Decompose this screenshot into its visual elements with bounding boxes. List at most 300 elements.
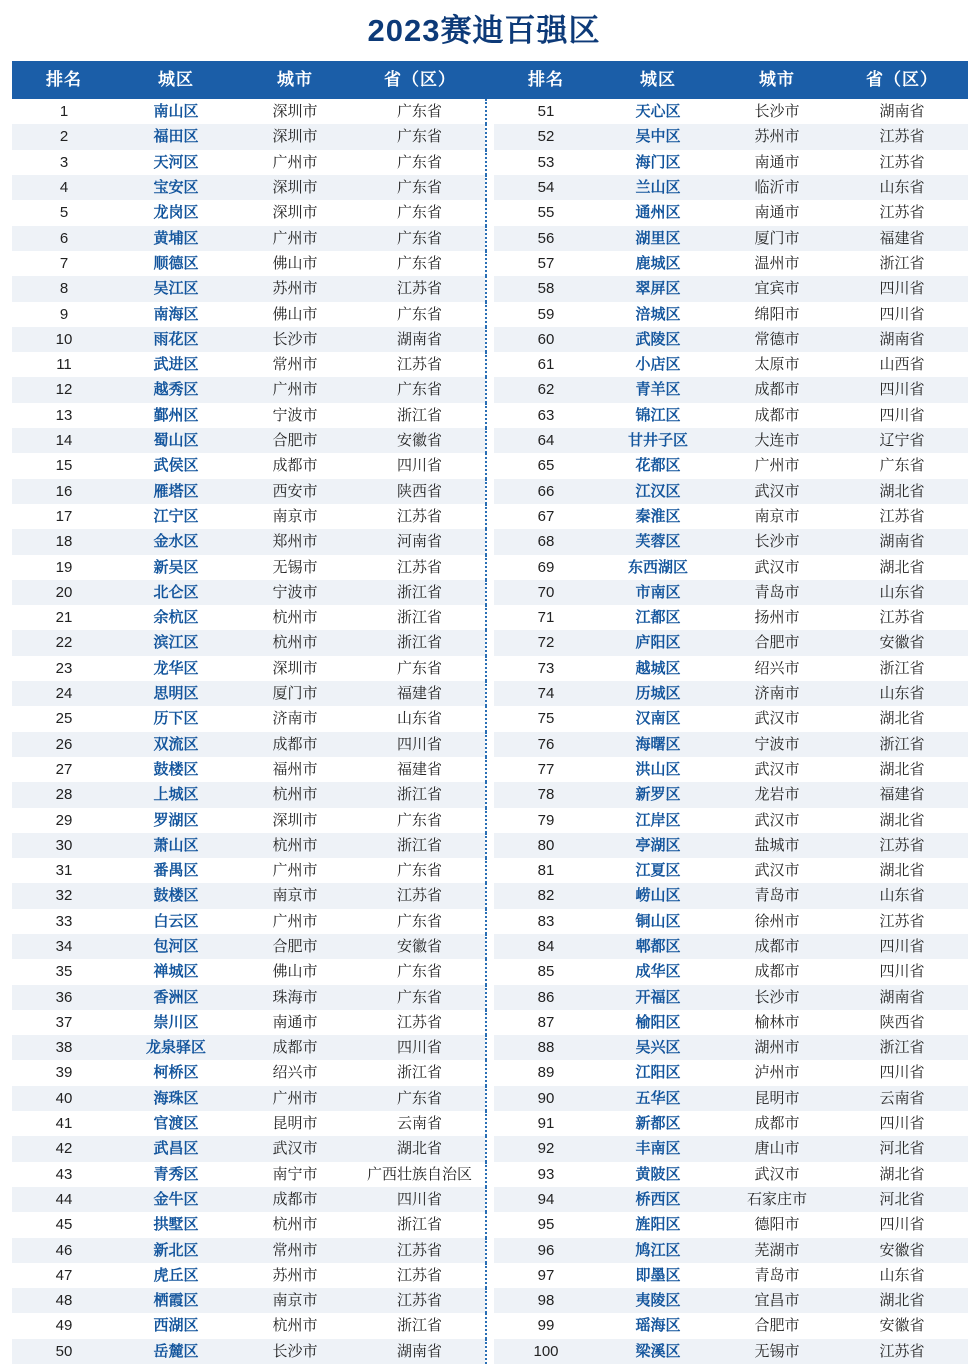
cell-rank: 41 — [12, 1111, 116, 1136]
cell-city: 杭州市 — [236, 605, 354, 630]
column-separator — [486, 1339, 494, 1364]
table-row — [12, 175, 968, 200]
cell-city: 武汉市 — [718, 555, 836, 580]
cell-province: 广东省 — [354, 377, 486, 402]
cell-province: 广东省 — [354, 150, 486, 175]
table-row — [12, 352, 968, 377]
cell-province: 浙江省 — [354, 833, 486, 858]
cell-district: 新北区 — [116, 1238, 236, 1263]
table-row — [12, 706, 968, 731]
cell-rank: 11 — [12, 352, 116, 377]
cell-province: 湖北省 — [836, 858, 968, 883]
cell-district: 鼓楼区 — [116, 883, 236, 908]
cell-province: 四川省 — [836, 276, 968, 301]
cell-rank: 77 — [494, 757, 598, 782]
cell-city: 合肥市 — [236, 934, 354, 959]
cell-district: 小店区 — [598, 352, 718, 377]
cell-province: 湖北省 — [836, 757, 968, 782]
cell-city: 广州市 — [236, 377, 354, 402]
cell-rank: 3 — [12, 150, 116, 175]
cell-rank: 70 — [494, 580, 598, 605]
cell-rank: 32 — [12, 883, 116, 908]
table-row — [12, 150, 968, 175]
column-separator — [486, 1086, 494, 1111]
cell-district: 翠屏区 — [598, 276, 718, 301]
cell-rank: 18 — [12, 529, 116, 554]
cell-district: 市南区 — [598, 580, 718, 605]
cell-province: 浙江省 — [836, 1035, 968, 1060]
table-row — [12, 200, 968, 225]
cell-rank: 72 — [494, 630, 598, 655]
cell-rank: 19 — [12, 555, 116, 580]
cell-district: 余杭区 — [116, 605, 236, 630]
cell-city: 常州市 — [236, 1238, 354, 1263]
cell-rank: 69 — [494, 555, 598, 580]
header-city-left: 城市 — [236, 61, 354, 99]
cell-city: 绵阳市 — [718, 302, 836, 327]
cell-rank: 8 — [12, 276, 116, 301]
cell-province: 浙江省 — [836, 251, 968, 276]
cell-rank: 50 — [12, 1339, 116, 1364]
column-separator — [486, 428, 494, 453]
cell-city: 广州市 — [236, 226, 354, 251]
column-separator — [486, 302, 494, 327]
cell-rank: 92 — [494, 1136, 598, 1161]
cell-province: 山东省 — [354, 706, 486, 731]
cell-rank: 96 — [494, 1238, 598, 1263]
cell-rank: 57 — [494, 251, 598, 276]
cell-district: 包河区 — [116, 934, 236, 959]
column-separator — [486, 757, 494, 782]
column-separator — [486, 1187, 494, 1212]
cell-district: 虎丘区 — [116, 1263, 236, 1288]
cell-rank: 78 — [494, 782, 598, 807]
cell-province: 广东省 — [354, 656, 486, 681]
table-row — [12, 327, 968, 352]
cell-city: 广州市 — [718, 453, 836, 478]
cell-city: 苏州市 — [718, 124, 836, 149]
cell-rank: 65 — [494, 453, 598, 478]
cell-district: 武侯区 — [116, 453, 236, 478]
cell-city: 昆明市 — [236, 1111, 354, 1136]
column-separator — [486, 656, 494, 681]
cell-province: 四川省 — [354, 453, 486, 478]
cell-district: 洪山区 — [598, 757, 718, 782]
header-separator — [486, 61, 494, 99]
cell-district: 鼓楼区 — [116, 757, 236, 782]
cell-city: 合肥市 — [236, 428, 354, 453]
cell-rank: 27 — [12, 757, 116, 782]
cell-rank: 71 — [494, 605, 598, 630]
cell-city: 南京市 — [236, 1288, 354, 1313]
cell-province: 河北省 — [836, 1136, 968, 1161]
cell-province: 河北省 — [836, 1187, 968, 1212]
cell-province: 广东省 — [354, 1086, 486, 1111]
cell-province: 福建省 — [836, 782, 968, 807]
cell-city: 武汉市 — [718, 706, 836, 731]
cell-district: 福田区 — [116, 124, 236, 149]
cell-city: 武汉市 — [718, 479, 836, 504]
table-row — [12, 226, 968, 251]
cell-city: 绍兴市 — [718, 656, 836, 681]
cell-district: 海珠区 — [116, 1086, 236, 1111]
table-head — [12, 61, 968, 99]
cell-rank: 4 — [12, 175, 116, 200]
cell-district: 越秀区 — [116, 377, 236, 402]
cell-rank: 30 — [12, 833, 116, 858]
cell-district: 越城区 — [598, 656, 718, 681]
cell-rank: 51 — [494, 99, 598, 124]
cell-city: 成都市 — [718, 403, 836, 428]
cell-province: 江苏省 — [836, 605, 968, 630]
cell-city: 厦门市 — [236, 681, 354, 706]
cell-district: 海曙区 — [598, 732, 718, 757]
cell-province: 四川省 — [836, 302, 968, 327]
cell-rank: 90 — [494, 1086, 598, 1111]
cell-province: 浙江省 — [354, 403, 486, 428]
table-row — [12, 1035, 968, 1060]
column-separator — [486, 555, 494, 580]
cell-province: 广东省 — [354, 985, 486, 1010]
cell-city: 长沙市 — [718, 529, 836, 554]
cell-district: 顺德区 — [116, 251, 236, 276]
cell-city: 宁波市 — [236, 403, 354, 428]
header-row — [12, 61, 968, 99]
cell-city: 杭州市 — [236, 630, 354, 655]
column-separator — [486, 630, 494, 655]
cell-rank: 93 — [494, 1162, 598, 1187]
cell-province: 山东省 — [836, 681, 968, 706]
cell-rank: 97 — [494, 1263, 598, 1288]
cell-city: 深圳市 — [236, 656, 354, 681]
cell-province: 广东省 — [354, 175, 486, 200]
cell-province: 四川省 — [836, 934, 968, 959]
cell-rank: 21 — [12, 605, 116, 630]
column-separator — [486, 226, 494, 251]
cell-province: 广东省 — [354, 909, 486, 934]
cell-district: 秦淮区 — [598, 504, 718, 529]
cell-city: 武汉市 — [718, 1162, 836, 1187]
header-district-left: 城区 — [116, 61, 236, 99]
cell-rank: 43 — [12, 1162, 116, 1187]
cell-province: 广东省 — [354, 226, 486, 251]
cell-province: 福建省 — [354, 681, 486, 706]
cell-district: 江宁区 — [116, 504, 236, 529]
cell-district: 思明区 — [116, 681, 236, 706]
cell-province: 广东省 — [354, 200, 486, 225]
cell-city: 常州市 — [236, 352, 354, 377]
cell-rank: 35 — [12, 959, 116, 984]
cell-district: 罗湖区 — [116, 808, 236, 833]
cell-district: 拱墅区 — [116, 1212, 236, 1237]
table-row — [12, 1212, 968, 1237]
cell-province: 湖北省 — [836, 555, 968, 580]
cell-rank: 94 — [494, 1187, 598, 1212]
cell-province: 江苏省 — [354, 1238, 486, 1263]
cell-province: 湖北省 — [836, 808, 968, 833]
cell-province: 陕西省 — [836, 1010, 968, 1035]
cell-province: 浙江省 — [354, 605, 486, 630]
table-body — [12, 99, 968, 1364]
cell-city: 福州市 — [236, 757, 354, 782]
header-city-right: 城市 — [718, 61, 836, 99]
cell-district: 武进区 — [116, 352, 236, 377]
cell-city: 武汉市 — [718, 858, 836, 883]
cell-city: 深圳市 — [236, 200, 354, 225]
cell-city: 成都市 — [236, 1187, 354, 1212]
cell-city: 宜宾市 — [718, 276, 836, 301]
cell-rank: 1 — [12, 99, 116, 124]
cell-district: 蜀山区 — [116, 428, 236, 453]
cell-city: 成都市 — [236, 732, 354, 757]
column-separator — [486, 327, 494, 352]
cell-district: 湖里区 — [598, 226, 718, 251]
cell-city: 武汉市 — [236, 1136, 354, 1161]
cell-district: 香洲区 — [116, 985, 236, 1010]
cell-rank: 100 — [494, 1339, 598, 1364]
cell-rank: 16 — [12, 479, 116, 504]
cell-rank: 28 — [12, 782, 116, 807]
table-row — [12, 251, 968, 276]
table-row — [12, 883, 968, 908]
table-row — [12, 453, 968, 478]
column-separator — [486, 985, 494, 1010]
cell-province: 湖北省 — [836, 1288, 968, 1313]
column-separator — [486, 833, 494, 858]
column-separator — [486, 175, 494, 200]
table-row — [12, 377, 968, 402]
cell-city: 深圳市 — [236, 175, 354, 200]
cell-province: 江苏省 — [354, 504, 486, 529]
cell-rank: 39 — [12, 1060, 116, 1085]
cell-rank: 91 — [494, 1111, 598, 1136]
cell-city: 南京市 — [236, 504, 354, 529]
column-separator — [486, 959, 494, 984]
table-row — [12, 580, 968, 605]
cell-rank: 29 — [12, 808, 116, 833]
cell-district: 白云区 — [116, 909, 236, 934]
cell-province: 浙江省 — [354, 1212, 486, 1237]
cell-district: 锦江区 — [598, 403, 718, 428]
column-separator — [486, 1111, 494, 1136]
table-row — [12, 1136, 968, 1161]
cell-city: 杭州市 — [236, 1212, 354, 1237]
cell-city: 绍兴市 — [236, 1060, 354, 1085]
cell-rank: 33 — [12, 909, 116, 934]
cell-district: 上城区 — [116, 782, 236, 807]
cell-city: 佛山市 — [236, 251, 354, 276]
cell-district: 青羊区 — [598, 377, 718, 402]
cell-district: 新吴区 — [116, 555, 236, 580]
cell-rank: 76 — [494, 732, 598, 757]
column-separator — [486, 403, 494, 428]
column-separator — [486, 200, 494, 225]
column-separator — [486, 1238, 494, 1263]
column-separator — [486, 808, 494, 833]
cell-city: 青岛市 — [718, 883, 836, 908]
cell-rank: 40 — [12, 1086, 116, 1111]
column-separator — [486, 934, 494, 959]
column-separator — [486, 1035, 494, 1060]
cell-province: 四川省 — [836, 1111, 968, 1136]
cell-rank: 52 — [494, 124, 598, 149]
cell-city: 长沙市 — [718, 985, 836, 1010]
cell-district: 龙岗区 — [116, 200, 236, 225]
cell-district: 兰山区 — [598, 175, 718, 200]
column-separator — [486, 150, 494, 175]
cell-rank: 67 — [494, 504, 598, 529]
cell-district: 芙蓉区 — [598, 529, 718, 554]
cell-rank: 66 — [494, 479, 598, 504]
table-row — [12, 1010, 968, 1035]
cell-city: 青岛市 — [718, 1263, 836, 1288]
cell-district: 天河区 — [116, 150, 236, 175]
cell-province: 湖北省 — [836, 1162, 968, 1187]
cell-rank: 80 — [494, 833, 598, 858]
cell-city: 郑州市 — [236, 529, 354, 554]
cell-rank: 22 — [12, 630, 116, 655]
cell-city: 石家庄市 — [718, 1187, 836, 1212]
cell-city: 苏州市 — [236, 1263, 354, 1288]
cell-district: 江夏区 — [598, 858, 718, 883]
table-row — [12, 1288, 968, 1313]
cell-city: 珠海市 — [236, 985, 354, 1010]
cell-province: 湖南省 — [836, 529, 968, 554]
cell-city: 南通市 — [718, 200, 836, 225]
cell-city: 扬州市 — [718, 605, 836, 630]
rank-table-wrapper — [12, 61, 956, 1364]
cell-district: 榆阳区 — [598, 1010, 718, 1035]
cell-rank: 25 — [12, 706, 116, 731]
cell-city: 南宁市 — [236, 1162, 354, 1187]
cell-province: 江苏省 — [836, 909, 968, 934]
cell-rank: 34 — [12, 934, 116, 959]
cell-district: 南山区 — [116, 99, 236, 124]
cell-city: 广州市 — [236, 909, 354, 934]
cell-district: 开福区 — [598, 985, 718, 1010]
column-separator — [486, 732, 494, 757]
cell-province: 安徽省 — [836, 1238, 968, 1263]
cell-city: 宜昌市 — [718, 1288, 836, 1313]
cell-city: 德阳市 — [718, 1212, 836, 1237]
cell-city: 深圳市 — [236, 808, 354, 833]
cell-rank: 99 — [494, 1313, 598, 1338]
cell-province: 山东省 — [836, 175, 968, 200]
cell-rank: 24 — [12, 681, 116, 706]
cell-district: 天心区 — [598, 99, 718, 124]
cell-province: 云南省 — [354, 1111, 486, 1136]
cell-rank: 58 — [494, 276, 598, 301]
table-row — [12, 681, 968, 706]
cell-province: 四川省 — [836, 1060, 968, 1085]
cell-rank: 15 — [12, 453, 116, 478]
cell-province: 江苏省 — [836, 150, 968, 175]
cell-city: 合肥市 — [718, 1313, 836, 1338]
column-separator — [486, 352, 494, 377]
cell-rank: 82 — [494, 883, 598, 908]
cell-city: 杭州市 — [236, 782, 354, 807]
cell-city: 佛山市 — [236, 302, 354, 327]
cell-city: 武汉市 — [718, 757, 836, 782]
cell-rank: 6 — [12, 226, 116, 251]
cell-city: 南京市 — [718, 504, 836, 529]
cell-province: 江苏省 — [354, 276, 486, 301]
table-row — [12, 782, 968, 807]
cell-rank: 55 — [494, 200, 598, 225]
cell-city: 佛山市 — [236, 959, 354, 984]
cell-rank: 61 — [494, 352, 598, 377]
cell-rank: 89 — [494, 1060, 598, 1085]
cell-rank: 46 — [12, 1238, 116, 1263]
cell-district: 瑶海区 — [598, 1313, 718, 1338]
cell-province: 广东省 — [354, 251, 486, 276]
cell-rank: 37 — [12, 1010, 116, 1035]
cell-city: 济南市 — [236, 706, 354, 731]
cell-rank: 48 — [12, 1288, 116, 1313]
cell-district: 滨江区 — [116, 630, 236, 655]
table-row — [12, 605, 968, 630]
cell-province: 云南省 — [836, 1086, 968, 1111]
cell-province: 河南省 — [354, 529, 486, 554]
cell-rank: 10 — [12, 327, 116, 352]
cell-district: 即墨区 — [598, 1263, 718, 1288]
cell-province: 广东省 — [836, 453, 968, 478]
cell-district: 南海区 — [116, 302, 236, 327]
cell-city: 成都市 — [718, 959, 836, 984]
table-row — [12, 504, 968, 529]
cell-city: 无锡市 — [236, 555, 354, 580]
cell-district: 甘井子区 — [598, 428, 718, 453]
cell-district: 成华区 — [598, 959, 718, 984]
cell-city: 长沙市 — [236, 1339, 354, 1364]
cell-city: 杭州市 — [236, 1313, 354, 1338]
cell-district: 鄞州区 — [116, 403, 236, 428]
cell-province: 四川省 — [836, 377, 968, 402]
cell-province: 浙江省 — [836, 732, 968, 757]
cell-rank: 63 — [494, 403, 598, 428]
cell-province: 江苏省 — [836, 200, 968, 225]
cell-district: 历城区 — [598, 681, 718, 706]
cell-city: 南京市 — [236, 883, 354, 908]
cell-city: 宁波市 — [236, 580, 354, 605]
cell-city: 济南市 — [718, 681, 836, 706]
cell-city: 湖州市 — [718, 1035, 836, 1060]
cell-rank: 83 — [494, 909, 598, 934]
cell-rank: 60 — [494, 327, 598, 352]
cell-city: 成都市 — [718, 377, 836, 402]
cell-rank: 20 — [12, 580, 116, 605]
cell-rank: 87 — [494, 1010, 598, 1035]
cell-city: 唐山市 — [718, 1136, 836, 1161]
cell-rank: 54 — [494, 175, 598, 200]
cell-district: 栖霞区 — [116, 1288, 236, 1313]
cell-city: 广州市 — [236, 858, 354, 883]
cell-rank: 42 — [12, 1136, 116, 1161]
cell-rank: 68 — [494, 529, 598, 554]
cell-district: 武陵区 — [598, 327, 718, 352]
cell-rank: 36 — [12, 985, 116, 1010]
table-row — [12, 1187, 968, 1212]
cell-rank: 85 — [494, 959, 598, 984]
table-row — [12, 1263, 968, 1288]
cell-rank: 84 — [494, 934, 598, 959]
cell-district: 黄陂区 — [598, 1162, 718, 1187]
cell-city: 苏州市 — [236, 276, 354, 301]
cell-province: 浙江省 — [354, 1060, 486, 1085]
cell-rank: 14 — [12, 428, 116, 453]
cell-province: 广东省 — [354, 808, 486, 833]
table-row — [12, 428, 968, 453]
